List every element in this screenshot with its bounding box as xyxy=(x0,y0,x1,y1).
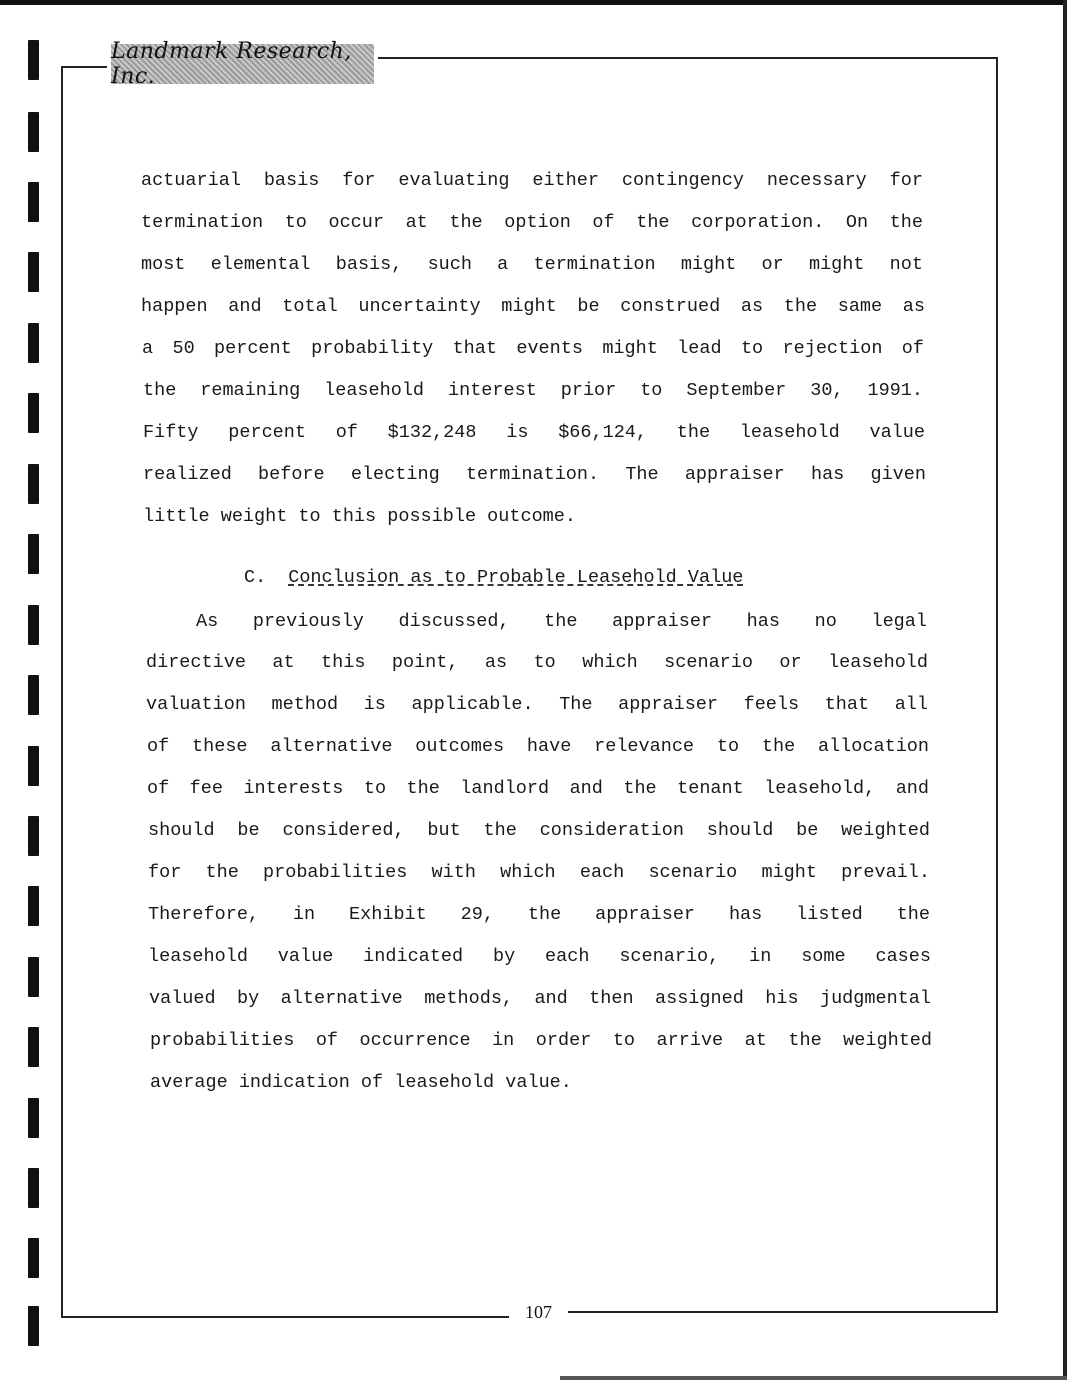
binder-hole xyxy=(28,1168,39,1208)
binder-holes xyxy=(28,40,42,1380)
text-line: probabilities of occurrence in order to arrive at the weighted xyxy=(150,1030,932,1051)
binder-hole xyxy=(28,1098,39,1138)
text-line: happen and total uncertainty might be construed as the same as xyxy=(141,296,925,317)
frame-border-top-left xyxy=(61,66,107,68)
section-heading xyxy=(244,567,743,589)
text-line: Therefore, in Exhibit 29, the appraiser has listed the xyxy=(148,904,930,925)
binder-hole xyxy=(28,323,39,363)
frame-border-top-right xyxy=(378,57,998,59)
text-line: most elemental basis, such a termination might or might not xyxy=(141,254,923,275)
text-line: should be considered, but the consideration should be weighted xyxy=(148,820,930,841)
text-line: valued by alternative methods, and then assigned his judgmental xyxy=(149,988,931,1009)
binder-hole xyxy=(28,40,39,80)
text-line: directive at this point, as to which scenario or leasehold xyxy=(146,652,928,673)
binder-hole xyxy=(28,112,39,152)
text-line: of fee interests to the landlord and the tenant leasehold, and xyxy=(147,778,929,799)
text-line: a 50 percent probability that events might lead to rejection of xyxy=(142,338,924,359)
text-line: little weight to this possible outcome. xyxy=(143,506,576,527)
text-line: for the probabilities with which each scenario might prevail. xyxy=(148,862,930,883)
binder-hole xyxy=(28,957,39,997)
section-heading-letter: C. xyxy=(244,567,267,588)
page-right-edge xyxy=(1063,0,1067,1380)
frame-border-bottom-left xyxy=(61,1316,509,1318)
text-line: valuation method is applicable. The appraiser feels that all xyxy=(146,694,928,715)
text-line: actuarial basis for evaluating either contingency necessary for xyxy=(141,170,923,191)
binder-hole xyxy=(28,182,39,222)
binder-hole xyxy=(28,534,39,574)
text-line: average indication of leasehold value. xyxy=(150,1072,572,1093)
text-line: of these alternative outcomes have relevance to the allocation xyxy=(147,736,929,757)
frame-border-bottom-right xyxy=(568,1311,998,1313)
binder-hole xyxy=(28,1238,39,1278)
logo-text: Landmark Research, Inc. xyxy=(111,39,352,89)
text-line: Fifty percent of $132,248 is $66,124, the leasehold value xyxy=(143,422,925,443)
text-line: the remaining leasehold interest prior to September 30, 1991. xyxy=(143,380,923,401)
frame-border-right xyxy=(996,57,998,1311)
frame-border-left xyxy=(61,66,63,1318)
page-number: 107 xyxy=(525,1302,552,1322)
text-line: leasehold value indicated by each scenario, in some cases xyxy=(148,946,931,967)
page-bottom-edge xyxy=(560,1376,1067,1380)
company-logo xyxy=(111,39,374,89)
section-heading-title: Conclusion as to Probable Leasehold Value xyxy=(288,567,744,588)
text-line: As previously discussed, the appraiser has no legal xyxy=(196,611,927,632)
binder-hole xyxy=(28,746,39,786)
binder-hole xyxy=(28,816,39,856)
binder-hole xyxy=(28,675,39,715)
binder-hole xyxy=(28,393,39,433)
binder-hole xyxy=(28,1306,39,1346)
binder-hole xyxy=(28,886,39,926)
binder-hole xyxy=(28,252,39,292)
binder-hole xyxy=(28,605,39,645)
text-line: termination to occur at the option of the corporation. On the xyxy=(141,212,923,233)
text-line: realized before electing termination. The appraiser has given xyxy=(143,464,926,485)
page-top-edge xyxy=(0,0,1067,5)
binder-hole xyxy=(28,464,39,504)
binder-hole xyxy=(28,1027,39,1067)
